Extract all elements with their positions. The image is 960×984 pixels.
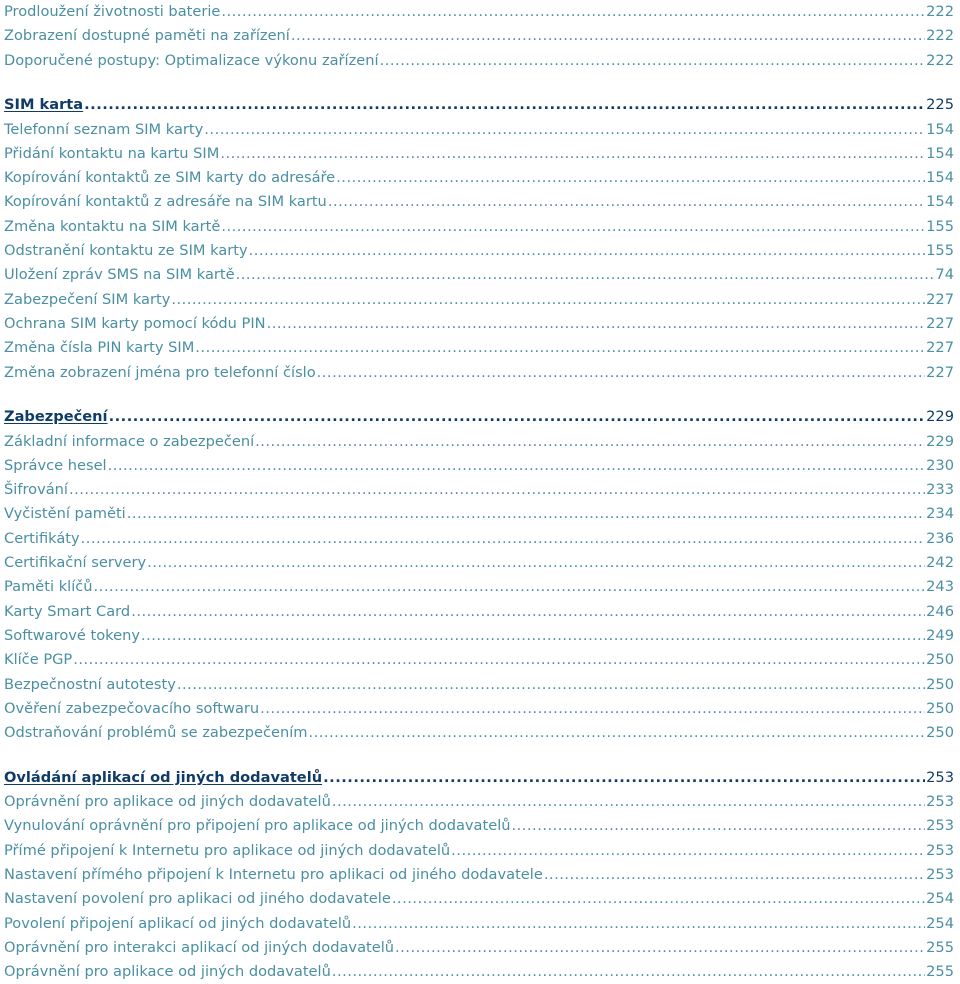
toc-page-number: 155 bbox=[926, 217, 954, 235]
toc-entry-title: Telefonní seznam SIM karty bbox=[4, 120, 204, 138]
toc-page-number: 222 bbox=[926, 27, 954, 45]
toc-page-number: 154 bbox=[926, 193, 954, 211]
toc-entry[interactable] bbox=[4, 839, 954, 863]
toc-entry[interactable] bbox=[4, 263, 954, 287]
toc-page-number: 253 bbox=[926, 865, 954, 883]
toc-entry-title: Uložení zpráv SMS na SIM kartě bbox=[4, 266, 235, 284]
toc-entry-title: Ovládání aplikací od jiných dodavatelů bbox=[4, 768, 323, 786]
dot-leader bbox=[328, 190, 925, 214]
toc-entry[interactable] bbox=[4, 49, 954, 73]
toc-entry[interactable] bbox=[4, 600, 954, 624]
toc-entry-title: Prodloužení životnosti baterie bbox=[4, 3, 221, 20]
dot-leader bbox=[323, 766, 925, 790]
dot-leader bbox=[221, 215, 925, 239]
dot-leader bbox=[267, 312, 926, 336]
toc-entry-title: Zobrazení dostupné paměti na zařízení bbox=[4, 27, 290, 45]
toc-entry-title: Bezpečnostní autotesty bbox=[4, 675, 176, 693]
toc-entry-title: Certifikační servery bbox=[4, 554, 147, 572]
dot-leader bbox=[171, 288, 925, 312]
toc-entry[interactable] bbox=[4, 502, 954, 526]
dot-leader bbox=[73, 648, 925, 672]
toc-page-number: 250 bbox=[926, 699, 954, 717]
toc-entry-title: Povolení připojení aplikací od jiných dodavatelů bbox=[4, 914, 352, 932]
dot-leader bbox=[94, 575, 926, 599]
dot-leader bbox=[308, 721, 925, 745]
dot-leader bbox=[108, 454, 926, 478]
toc-page-number: 154 bbox=[926, 144, 954, 162]
dot-leader bbox=[291, 24, 925, 48]
dot-leader bbox=[317, 361, 925, 385]
dot-leader bbox=[332, 790, 925, 814]
toc-entry[interactable] bbox=[4, 814, 954, 838]
dot-leader bbox=[255, 430, 925, 454]
toc-entry-title: Zabezpečení SIM karty bbox=[4, 290, 171, 308]
dot-leader bbox=[392, 887, 925, 911]
toc-page-number: 154 bbox=[926, 169, 954, 187]
dot-leader bbox=[177, 673, 925, 697]
toc-entry-title: Přidání kontaktu na kartu SIM bbox=[4, 144, 220, 162]
toc-entry-title: Kopírování kontaktů ze SIM karty do adresáře bbox=[4, 169, 336, 187]
toc-entry-title: Paměti klíčů bbox=[4, 578, 93, 596]
toc-entry-title: Odstraňování problémů se zabezpečením bbox=[4, 724, 308, 742]
dot-leader bbox=[332, 960, 925, 984]
toc-page-number: 255 bbox=[926, 963, 954, 981]
toc-entry[interactable] bbox=[4, 960, 954, 984]
toc-entry[interactable] bbox=[4, 887, 954, 911]
toc-entry[interactable] bbox=[4, 24, 954, 48]
toc-entry[interactable] bbox=[4, 624, 954, 648]
toc-page-number: 227 bbox=[926, 290, 954, 308]
dot-leader bbox=[84, 93, 925, 117]
toc-page-number: 255 bbox=[926, 938, 954, 956]
dot-leader bbox=[127, 502, 925, 526]
dot-leader bbox=[204, 118, 925, 142]
toc-page-number: 74 bbox=[935, 266, 954, 284]
dot-leader bbox=[141, 624, 925, 648]
toc-page-number: 155 bbox=[926, 242, 954, 260]
toc-entry[interactable] bbox=[4, 215, 954, 239]
toc-page-number: 250 bbox=[926, 651, 954, 669]
toc-page-number: 253 bbox=[926, 841, 954, 859]
toc-entry-title: Softwarové tokeny bbox=[4, 626, 140, 644]
toc-page-number: 227 bbox=[926, 363, 954, 381]
toc-entry-title: Základní informace o zabezpečení bbox=[4, 432, 255, 450]
toc-entry[interactable] bbox=[4, 288, 954, 312]
toc-section-heading[interactable] bbox=[4, 93, 954, 117]
dot-leader bbox=[395, 936, 925, 960]
toc-entry[interactable] bbox=[4, 673, 954, 697]
toc-page-number: 230 bbox=[926, 456, 954, 474]
toc-entry-title: Ověření zabezpečovacího softwaru bbox=[4, 699, 260, 717]
toc-entry-title: Ochrana SIM karty pomocí kódu PIN bbox=[4, 314, 266, 332]
toc-entry[interactable] bbox=[4, 697, 954, 721]
toc-entry[interactable] bbox=[4, 430, 954, 454]
dot-leader bbox=[236, 263, 935, 287]
toc-entry[interactable] bbox=[4, 142, 954, 166]
toc-entry-title: Oprávnění pro aplikace od jiných dodavatelů bbox=[4, 963, 331, 981]
toc-entry[interactable] bbox=[4, 118, 954, 142]
dot-leader bbox=[147, 551, 925, 575]
dot-leader bbox=[451, 839, 925, 863]
toc-entry-title: Karty Smart Card bbox=[4, 602, 131, 620]
toc-entry[interactable] bbox=[4, 912, 954, 936]
dot-leader bbox=[336, 166, 925, 190]
toc-entry[interactable] bbox=[4, 790, 954, 814]
toc-entry-title: Doporučené postupy: Optimalizace výkonu zařízení bbox=[4, 51, 379, 69]
toc-page-number: 154 bbox=[926, 120, 954, 138]
toc-entry-title: Šifrování bbox=[4, 481, 68, 499]
toc-page-number: 253 bbox=[926, 768, 954, 786]
toc-entry-title: Změna čísla PIN karty SIM bbox=[4, 339, 195, 357]
toc-entry-title: Odstranění kontaktu ze SIM karty bbox=[4, 242, 248, 260]
toc-entry[interactable] bbox=[4, 454, 954, 478]
toc-entry[interactable] bbox=[4, 575, 954, 599]
toc-entry[interactable] bbox=[4, 0, 954, 24]
dot-leader bbox=[249, 239, 926, 263]
toc-entry-title: Přímé připojení k Internetu pro aplikace od jiných dodavatelů bbox=[4, 841, 451, 859]
toc-entry[interactable] bbox=[4, 190, 954, 214]
toc-page-number: 222 bbox=[926, 51, 954, 69]
toc-entry-title: Zabezpečení bbox=[4, 408, 108, 426]
dot-leader bbox=[260, 697, 925, 721]
dot-leader bbox=[512, 814, 926, 838]
toc-entry[interactable] bbox=[4, 863, 954, 887]
toc-page-number: 254 bbox=[926, 914, 954, 932]
toc-page-number: 250 bbox=[926, 675, 954, 693]
dot-leader bbox=[220, 142, 925, 166]
dot-leader bbox=[221, 0, 925, 24]
dot-leader bbox=[544, 863, 925, 887]
toc-page-number: 227 bbox=[926, 314, 954, 332]
dot-leader bbox=[131, 600, 925, 624]
toc-entry-title: Správce hesel bbox=[4, 456, 107, 474]
toc-entry-title: Oprávnění pro interakci aplikací od jiných dodavatelů bbox=[4, 938, 395, 956]
toc-entry[interactable] bbox=[4, 936, 954, 960]
toc-entry[interactable] bbox=[4, 527, 954, 551]
toc-entry[interactable] bbox=[4, 648, 954, 672]
toc-page-number: 227 bbox=[926, 339, 954, 357]
toc-page-number: 236 bbox=[926, 529, 954, 547]
toc-entry-title: Kopírování kontaktů z adresáře na SIM kartu bbox=[4, 193, 327, 211]
toc-page-number: 253 bbox=[926, 817, 954, 835]
toc-page-number: 242 bbox=[926, 554, 954, 572]
toc-entry-title: Nastavení povolení pro aplikaci od jiného dodavatele bbox=[4, 890, 391, 908]
toc-section-heading[interactable] bbox=[4, 766, 954, 790]
dot-leader bbox=[352, 912, 925, 936]
toc-section-heading[interactable] bbox=[4, 405, 954, 429]
toc-page-number: 222 bbox=[926, 3, 954, 20]
toc-entry[interactable] bbox=[4, 551, 954, 575]
toc-page-number: 246 bbox=[926, 602, 954, 620]
toc-entry-title: Změna kontaktu na SIM kartě bbox=[4, 217, 221, 235]
toc-entry-title: Vyčistění paměti bbox=[4, 505, 126, 523]
dot-leader bbox=[81, 527, 926, 551]
toc-entry[interactable] bbox=[4, 721, 954, 745]
dot-leader bbox=[69, 478, 925, 502]
toc-page-number: 229 bbox=[926, 432, 954, 450]
toc-page-number: 249 bbox=[926, 626, 954, 644]
toc-page-number: 243 bbox=[926, 578, 954, 596]
toc-entry[interactable] bbox=[4, 336, 954, 360]
toc-entry-title: Změna zobrazení jména pro telefonní číslo bbox=[4, 363, 316, 381]
toc-entry[interactable] bbox=[4, 239, 954, 263]
toc-entry-title: Vynulování oprávnění pro připojení pro aplikace od jiných dodavatelů bbox=[4, 817, 511, 835]
toc-page-number: 229 bbox=[926, 408, 954, 426]
toc-entry-title: Oprávnění pro aplikace od jiných dodavatelů bbox=[4, 793, 331, 811]
dot-leader bbox=[195, 336, 925, 360]
table-of-contents bbox=[4, 0, 954, 984]
toc-entry[interactable] bbox=[4, 478, 954, 502]
toc-page-number: 234 bbox=[926, 505, 954, 523]
toc-entry-title: Nastavení přímého připojení k Internetu pro aplikaci od jiného dodavatele bbox=[4, 865, 543, 883]
toc-entry[interactable] bbox=[4, 166, 954, 190]
toc-page-number: 233 bbox=[926, 481, 954, 499]
toc-page-number: 253 bbox=[926, 793, 954, 811]
dot-leader bbox=[380, 49, 926, 73]
toc-page-number: 225 bbox=[926, 96, 954, 114]
dot-leader bbox=[109, 405, 926, 429]
toc-entry-title: Certifikáty bbox=[4, 529, 80, 547]
toc-entry[interactable] bbox=[4, 312, 954, 336]
toc-entry-title: SIM karta bbox=[4, 96, 84, 114]
toc-page-number: 250 bbox=[926, 724, 954, 742]
toc-page-number: 254 bbox=[926, 890, 954, 908]
toc-entry-title: Klíče PGP bbox=[4, 651, 73, 669]
toc-entry[interactable] bbox=[4, 361, 954, 385]
